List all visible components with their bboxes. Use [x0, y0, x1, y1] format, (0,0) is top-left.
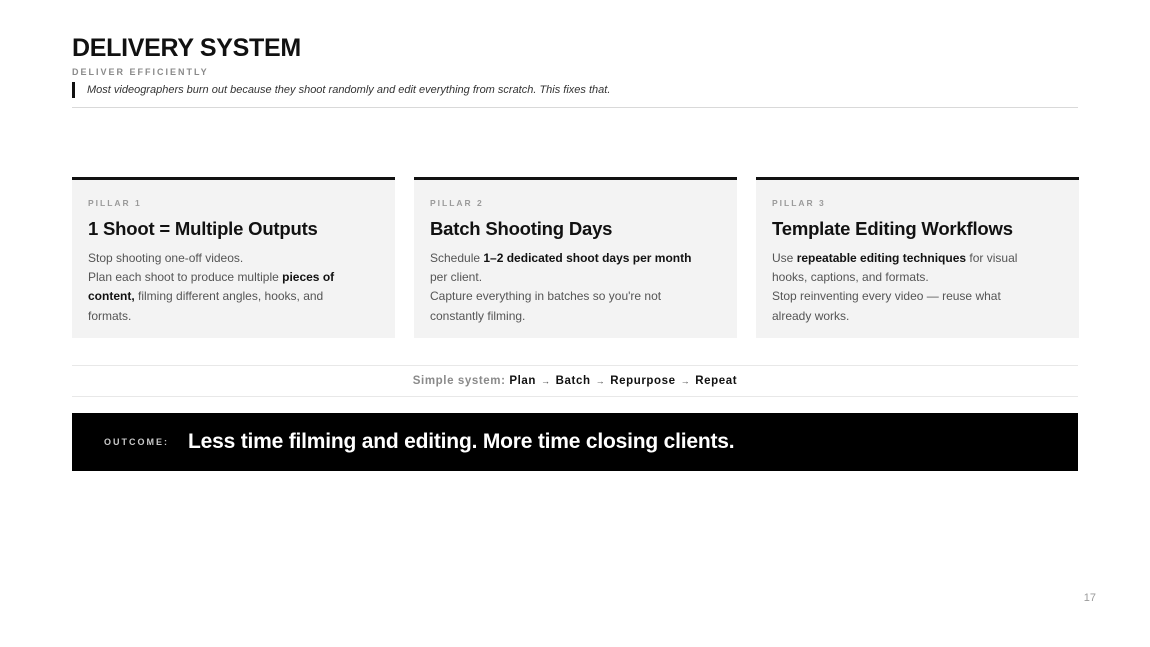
pillar-label: PILLAR 2 — [430, 198, 484, 208]
pillar-title: 1 Shoot = Multiple Outputs — [88, 218, 318, 239]
body-text: Plan each shoot to produce multiple — [88, 270, 283, 285]
body-emphasis: 1–2 dedicated shoot days per month — [483, 251, 692, 265]
system-prefix: Simple system: — [412, 375, 506, 387]
pillar-body-line: Stop shooting one-off videos. — [88, 251, 244, 265]
pillar-title: Batch Shooting Days — [430, 218, 613, 239]
pillars-row — [72, 177, 1078, 338]
outcome-banner — [72, 413, 1078, 471]
body-emphasis: repeatable editing techniques — [796, 251, 967, 265]
arrow-icon: → — [541, 376, 551, 386]
pillar-body-line — [430, 249, 721, 268]
pillar-title: Template Editing Workflows — [772, 218, 1013, 239]
system-step: Batch — [555, 375, 591, 387]
pillar-body-line: formats. — [88, 308, 132, 323]
pillar-body-line: per client. — [430, 270, 483, 285]
pillar-label: PILLAR 1 — [88, 198, 142, 208]
page-subtitle: DELIVER EFFICIENTLY — [72, 67, 209, 77]
outcome-statement: Less time filming and editing. More time closing clients. — [188, 430, 735, 453]
pillar-body — [430, 249, 721, 326]
arrow-icon: → — [680, 376, 691, 386]
pillar-card-3 — [756, 177, 1079, 338]
page-title: DELIVERY SYSTEM — [72, 34, 301, 62]
pillar-body-line: hooks, captions, and formats. — [772, 270, 929, 285]
body-emphasis: content, — [88, 289, 135, 304]
arrow-icon: → — [595, 376, 606, 386]
pillar-label: PILLAR 3 — [772, 198, 826, 208]
intro-quote: Most videographers burn out because they shoot randomly and edit everything from scratch. This fixes that. — [72, 82, 610, 98]
pillar-body — [772, 249, 1063, 326]
pillar-body-line: already works. — [772, 308, 850, 323]
pillar-body — [88, 249, 379, 326]
body-text: Schedule — [430, 251, 484, 265]
system-step: Repeat — [695, 375, 738, 387]
system-summary — [72, 365, 1078, 397]
body-text: filming different angles, hooks, and — [134, 289, 324, 304]
body-emphasis: pieces of — [282, 270, 335, 285]
system-step: Plan — [509, 375, 537, 387]
page-number: 17 — [1083, 592, 1096, 604]
pillar-card-2 — [414, 177, 737, 338]
pillar-body-line: constantly filming. — [430, 308, 526, 323]
pillar-body-line — [88, 268, 379, 287]
body-text: for visual — [966, 251, 1018, 265]
pillar-card-1 — [72, 177, 395, 338]
outcome-label: OUTCOME: — [104, 437, 169, 447]
body-text: Use — [772, 251, 797, 265]
pillar-body-line: Capture everything in batches so you're not — [430, 289, 662, 304]
header-divider — [72, 107, 1078, 108]
pillar-body-line: Stop reinventing every video — reuse what — [772, 289, 1001, 304]
pillar-body-line — [88, 287, 379, 306]
pillar-body-line — [772, 249, 1063, 268]
system-step: Repurpose — [610, 375, 676, 387]
slide — [72, 0, 1078, 647]
